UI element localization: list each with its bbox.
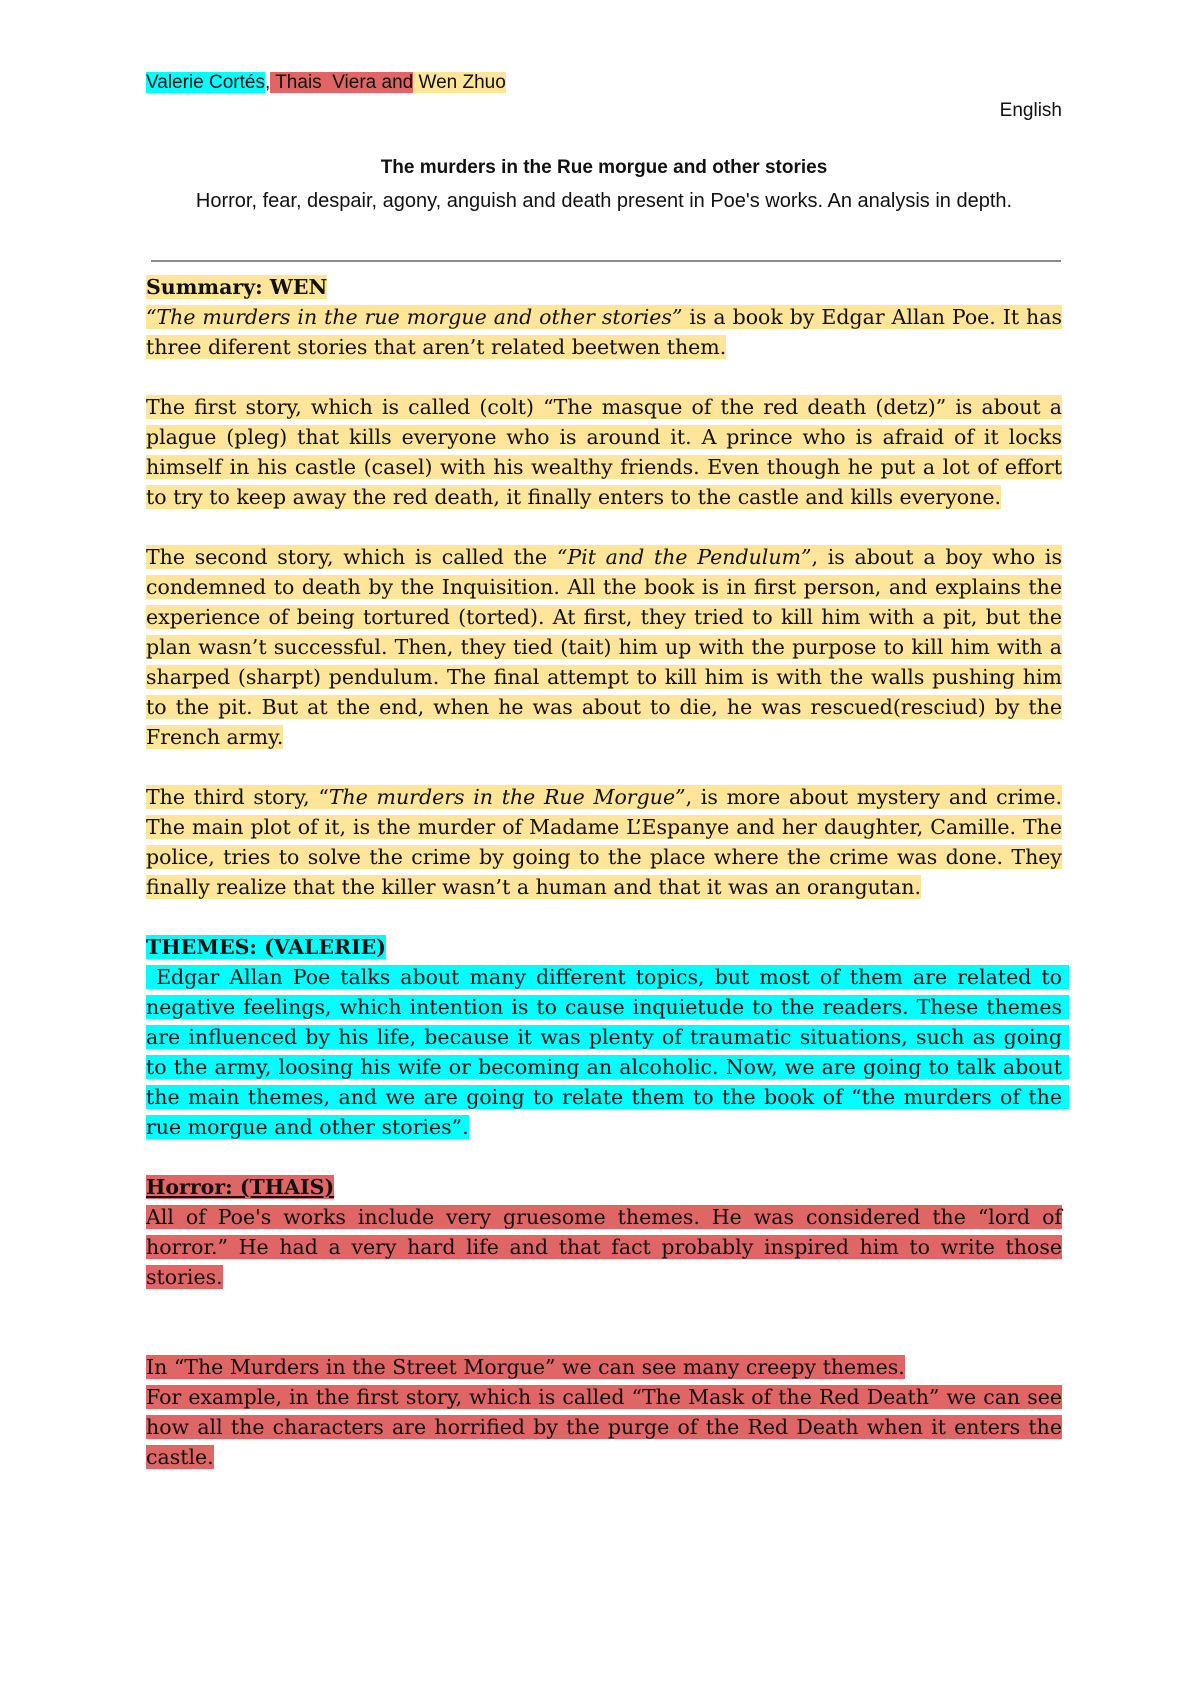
document-body [146, 272, 1069, 1472]
author-valerie: Valerie Cortés [146, 72, 265, 93]
author-line [146, 72, 506, 94]
author-thais: Thais Viera and [270, 72, 414, 93]
summary-third-story: The third story, “The murders in the Rue Morgue”, is more about mystery and crime. The main plot of it, is the murder of Madame L’Espanye and her daughter, Camille. The police, tries to solve the crime by going to the place where the crime was done. They finally realize that the killer wasn’t a human and that it was an orangutan. [146, 785, 1063, 899]
author-wen: Wen Zhuo [413, 72, 506, 93]
themes-paragraph: Edgar Allan Poe talks about many different topics, but most of them are related to negative feelings, which intention is to cause inquietude to the readers. These themes are influenced by his life, because it was plenty of traumatic situations, such as going to the army, loosing his wife or becoming an alcoholic. Now, we are going to talk about the main themes, and we are going to relate them to the book of “the murders of the rue morgue and other stories”. [146, 965, 1069, 1139]
subject-label: English [999, 100, 1062, 121]
horizontal-divider [151, 260, 1061, 262]
document-subtitle: Horror, fear, despair, agony, anguish and death present in Poe's works. An analysis in depth. [195, 190, 1013, 212]
summary-heading: Summary: WEN [146, 275, 328, 299]
author-separator: , [264, 72, 271, 93]
summary-intro: “The murders in the rue morgue and other stories” is a book by Edgar Allan Poe. It has three diferent stories that aren’t related beetwen them. [146, 305, 1062, 359]
horror-paragraph-2: In “The Murders in the Street Morgue” we can see many creepy themes. [146, 1355, 905, 1379]
horror-paragraph-3: For example, in the first story, which is called “The Mask of the Red Death” we can see how all the characters are horrified by the purge of the Red Death when it enters the castle. [146, 1385, 1062, 1469]
summary-first-story: The first story, which is called (colt) “The masque of the red death (detz)” is about a plague (pleg) that kills everyone who is around it. A prince who is afraid of it locks himself in his castle (casel) with his wealthy friends. Even though he put a lot of effort to try to keep away the red death, it finally enters to the castle and kills everyone. [146, 395, 1062, 509]
themes-heading: THEMES: (VALERIE) [146, 935, 386, 959]
summary-second-story: The second story, which is called the “Pit and the Pendulum”, is about a boy who is condemned to death by the Inquisition. All the book is in first person, and explains the experience of being tortured (torted). At first, they tried to kill him with a pit, but the plan wasn’t successful. Then, they tied (tait) him up with the purpose to kill him with a sharped (sharpt) pendulum. The final attempt to kill him is with the walls pushing him to the pit. But at the end, when he was about to die, he was rescued(resciud) by the French army. [146, 545, 1062, 749]
horror-heading: Horror: (THAIS) [146, 1175, 335, 1199]
document-title: The murders in the Rue morgue and other stories [380, 157, 828, 178]
horror-paragraph-1: All of Poe's works include very gruesome themes. He was considered the “lord of horror.” He had a very hard life and that fact probably inspired him to write those stories. [146, 1205, 1062, 1289]
